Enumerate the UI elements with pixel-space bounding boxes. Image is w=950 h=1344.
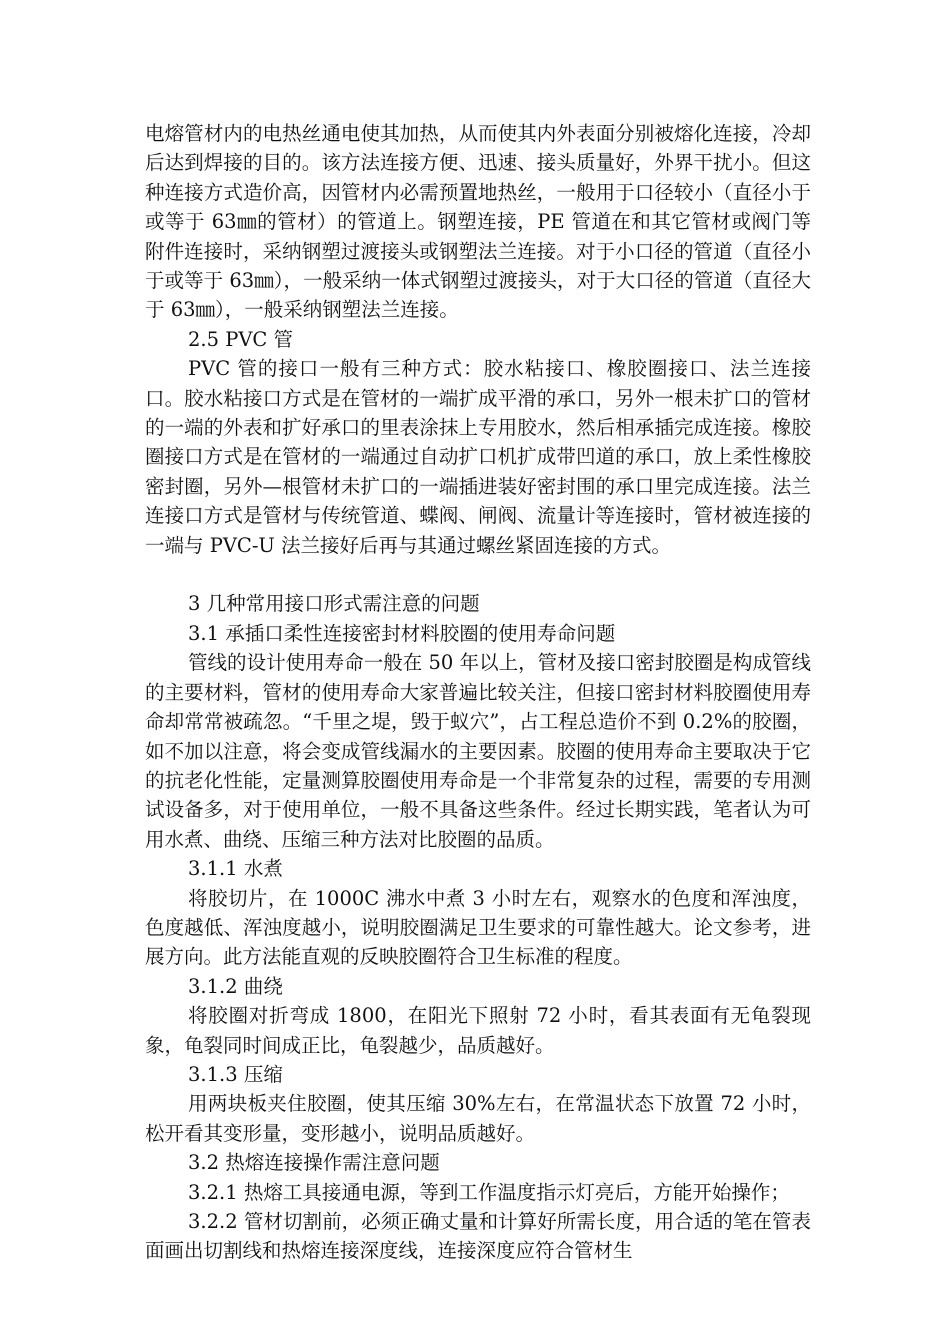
heading-3-2: 3.2 热熔连接操作需注意问题 [188,1151,440,1175]
heading-3-1-2: 3.1.2 曲绕 [188,974,283,998]
document-page [145,119,811,1266]
heading-3: 3 几种常用接口形式需注意的问题 [188,592,480,616]
paragraph-bending: 将胶圈对折弯成 1800，在阳光下照射 72 小时，看其表面有无龟裂现象，龟裂同时间成正比，龟裂越少，品质越好。 [145,1004,811,1057]
paragraph-electrofusion: 电熔管材内的电热丝通电使其加热，从而使其内外表面分别被熔化连接，冷却后达到焊接的目的。该方法连接方便、迅速、接头质量好，外界干扰小。但这种连接方式造价高，因管材内必需预置地热丝，一般用于口径较小（直径小于或等于 63㎜的管材）的管道上。钢塑连接，PE 管道在和其它管材或阀门等附件连接时，采纳钢塑过渡接头或钢塑法兰连接。对于小口径的管道（直径小于或等于 63㎜），一般采纳一体式钢塑过渡接头，对于大口径的管道（直径大于 63㎜），一般采纳钢塑法兰连接。 [145,122,811,322]
heading-3-1: 3.1 承插口柔性连接密封材料胶圈的使用寿命问题 [188,621,616,645]
paragraph-3-2-1: 3.2.1 热熔工具接通电源，等到工作温度指示灯亮后，方能开始操作； [188,1180,790,1204]
blank-line [145,560,811,589]
paragraph-compression: 用两块板夹住胶圈，使其压缩 30%左右，在常温状态下放置 72 小时，松开看其变形量，变形越小，说明品质越好。 [145,1092,811,1145]
heading-3-1-1: 3.1.1 水煮 [188,857,283,881]
paragraph-3-2-2: 3.2.2 管材切割前，必须正确丈量和计算好所需长度，用合适的笔在管表面画出切割线和热熔连接深度线，连接深度应符合管材生 [145,1210,811,1263]
heading-2-5: 2.5 PVC 管 [188,327,294,351]
paragraph-gasket-life: 管线的设计使用寿命一般在 50 年以上，管材及接口密封胶圈是构成管线的主要材料，管材的使用寿命大家普遍比较关注，但接口密封材料胶圈使用寿命却常常被疏忽。“千里之堤，毁于蚁穴”，占工程总造价不到 0.2%的胶圈，如不加以注意，将会变成管线漏水的主要因素。胶圈的使用寿命主要取决于它的抗老化性能，定量测算胶圈使用寿命是一个非常复杂的过程，需要的专用测试设备多，对于使用单位，一般不具备这些条件。经过长期实践，笔者认为可用水煮、曲绕、压缩三种方法对比胶圈的品质。 [145,651,811,851]
paragraph-boiling: 将胶切片，在 1000C 沸水中煮 3 小时左右，观察水的色度和浑浊度，色度越低、浑浊度越小，说明胶圈满足卫生要求的可靠性越大。论文参考，进展方向。此方法能直观的反映胶圈符合卫生标准的程度。 [145,886,811,969]
heading-3-1-3: 3.1.3 压缩 [188,1062,283,1086]
paragraph-pvc: PVC 管的接口一般有三种方式：胶水粘接口、橡胶圈接口、法兰连接口。胶水粘接口方式是在管材的一端扩成平滑的承口，另外一根未扩口的管材的一端的外表和扩好承口的里表涂抹上专用胶水，然后相承插完成连接。橡胶圈接口方式是在管材的一端通过自动扩口机扩成带凹道的承口，放上柔性橡胶密封圈，另外—根管材未扩口的一端插进装好密封围的承口里完成连接。法兰连接口方式是管材与传统管道、蝶阀、闸阀、流量计等连接时，管材被连接的一端与 PVC-U 法兰接好后再与其通过螺丝紧固连接的方式。 [145,357,811,557]
